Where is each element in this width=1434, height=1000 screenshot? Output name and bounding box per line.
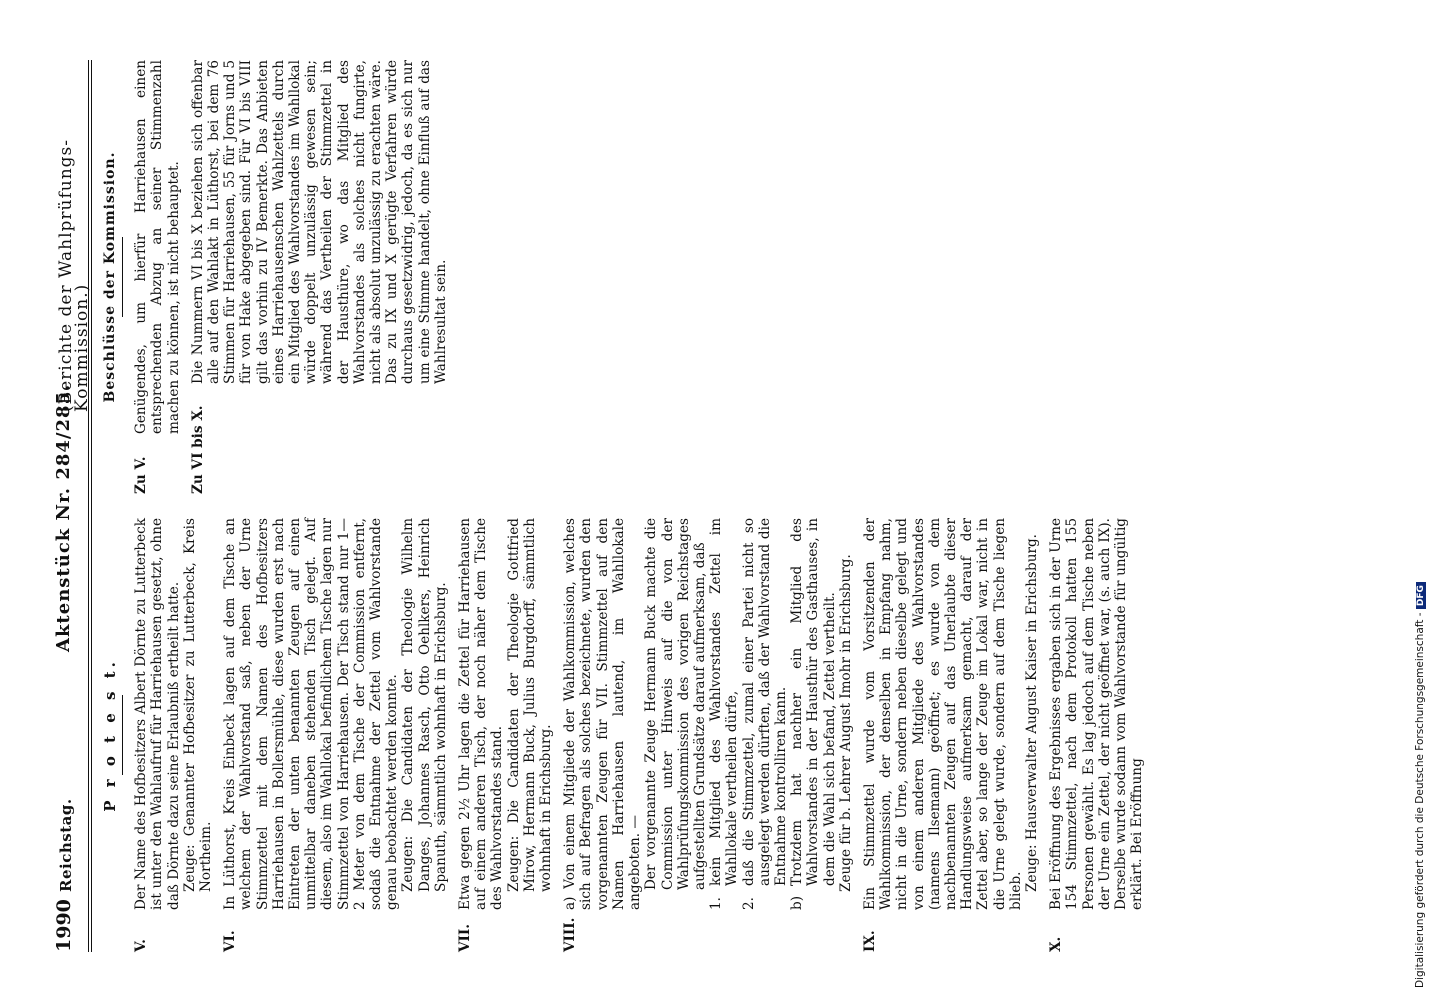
entry-text: a) Von einem Mitgliede der Wahlkommission, welches sich auf Befragen als solches bezeichnete, wurden den vorgenannten Zeugen für VII. Stimmzettel auf den Namen Harriehausen lautend, im Wahllokale angeboten. — bbox=[562, 518, 644, 910]
entry-text: Etwa gegen 2½ Uhr lagen die Zettel für Harriehausen auf einem anderen Tisch, der noch näher dem Tische des Wahlvorstandes stand. bbox=[457, 518, 506, 910]
two-columns bbox=[102, 60, 1153, 952]
entry-text: Ein Stimmzettel wurde vom Vorsitzenden der Wahlkommission, der denselben in Empfang nahm, nicht in die Urne, sondern neben dieselbe gelegt und von einem anderen Mitgliede des Wahlvorstandes (namens Ilsemann) geöffnet; es wurde von dem nachbenannten Zeugen auf das Unerlaubte dieser Handlungsweise aufmerksam gemacht, darauf der Zettel aber, so lange der Zeuge im Lokal war, nicht in die Urne gelegt wurde, sondern auf dem Tische liegen blieb. bbox=[861, 518, 1024, 910]
entry-witness: Zeugen: Die Candidaten der Theologie Gottfried Mirow, Hermann Buck, Julius Burgdorff, sämmtlich wohnhaft in Erichsburg. bbox=[505, 518, 555, 892]
entry-text: Der Name des Hofbesitzers Albert Dörnte zu Lutterbeck ist unter den Wahlaufruf für Harriehausen gesetzt, ohne daß Dörnte dazu seine Erlaubniß ertheilt hatte. bbox=[133, 518, 182, 910]
protest-entry bbox=[862, 518, 1040, 952]
protest-entry bbox=[562, 518, 854, 952]
entry-witness: Zeugen: Die Candidaten der Theologie Wilhelm Danges, Johannes Rasch, Otto Oehlkers, Heinrich Spanuth, sämmtlich wohnhaft in Erichsburg. bbox=[400, 518, 449, 892]
protest-heading: P r o t e s t. bbox=[101, 658, 119, 812]
page-header bbox=[53, 60, 93, 952]
sub-text: Trotzdem hat nachher ein Mitglied des Wahlvorstandes in der Hausthür des Gasthauses, in dem die Wahl sich befand, Zettel vertheilt. bbox=[789, 518, 838, 886]
sub-text: kein Mitglied des Wahlvorstandes Zettel im Wahllokale vertheilen dürfe, bbox=[708, 518, 741, 886]
entry-text: Bei Eröffnung des Ergebnisses ergaben sich in der Urne 154 Stimmzettel, nach dem Protokoll hatten 155 Personen gewählt. Es lag jedoch auf dem Tische neben der Urne ein Zettel, der nicht geöffnet war, (s. auch IX). Derselbe wurde sodann vom Wahlvorstande für ungültig erklärt. Bei Eröffnung bbox=[1048, 518, 1146, 910]
entry-witness: Zeuge für b. Lehrer August Imohr in Erichsburg. bbox=[837, 554, 854, 892]
entry-number: VII. bbox=[457, 924, 474, 952]
beschluesse-column bbox=[102, 60, 1153, 494]
digitization-note bbox=[1412, 8, 1432, 988]
protest-column bbox=[102, 518, 1153, 952]
header-rule-thin bbox=[91, 60, 92, 952]
entry-text: In Lüthorst, Kreis Einbeck lagen auf dem Tische an welchem der Wahlvorstand saß, neben der Urne Stimmzettel mit dem Namen des Hofbesitzers Harriehausen in Bollersmühle, diese wurden erst nach Eintreten der unten benannten Zeugen auf einen unmittelbar daneben stehenden Tisch gelegt. Auf diesem, also im Wahllokal befindlichem Tische lagen nur Stimmzettel von Harriehausen. Der Tisch stand nur 1—2 Meter von dem Tische der Commission entfernt, sodaß die Entnahme der Zettel vom Wahlvorstande genau beobachtet werden konnte. bbox=[222, 518, 401, 910]
entry-witness: Zeuge: Genannter Hofbesitzer zu Lutterbeck, Kreis Northeim. bbox=[181, 518, 215, 892]
entry-witness: Zeuge: Hausverwalter August Kaiser in Erichsburg. bbox=[1023, 534, 1040, 892]
sub-item bbox=[789, 518, 838, 910]
header-aktenstueck: Aktenstück Nr. 284/285. bbox=[53, 383, 74, 652]
protest-entry bbox=[457, 518, 554, 952]
heading-rule bbox=[122, 695, 123, 775]
beschluesse-heading: Beschlüsse der Kommission. bbox=[102, 151, 118, 403]
beschluss-entry bbox=[190, 60, 449, 494]
sub-label: b) bbox=[789, 895, 806, 910]
digitization-text: Digitalisierung gefördert durch die Deutsche Forschungsgemeinschaft - bbox=[1414, 612, 1426, 988]
sub-text: daß die Stimmzettel, zumal einer Partei nicht so ausgelegt werden dürften, daß der Wahlvorstand die Entnahme kontrolliren kann. bbox=[740, 518, 789, 886]
header-reichstag: Reichstag. bbox=[57, 798, 75, 892]
entry-sub-intro: Der vorgenannte Zeuge Hermann Buck machte die Commission unter Hinweis auf die von der Wahlprüfungskommission des vorigen Reichstages aufgestellten Grundsätze darauf aufmerksam, daß bbox=[643, 518, 708, 890]
protest-entry bbox=[1048, 518, 1145, 952]
beschluss-entry bbox=[133, 60, 182, 494]
header-bericht: (Berichte der Wahlprüfungs-Kommission.) bbox=[56, 138, 93, 412]
entry-text: Die Nummern VI bis X beziehen sich offenbar alle auf den Wahlakt in Lüthorst, bei dem 76 Stimmen für Harriehausen, 55 für Jorns und 5 für von Hake abgegeben sind. Für VI bis VIII gilt das vorhin zu IV Bemerkte. Das Anbieten eines Harriehausenschen Wahlzettels durch ein Mitglied des Wahlvorstandes im Wahllokal würde doppelt unzulässig gewesen sein; während das Vertheilen der Stimmzettel in der Hausthüre, wo das Mitglied des Wahlvorstandes als solches nicht fungirte, nicht als absolut unzulässig zu erachten wäre. Das zu IX und X gerügte Verfahren würde durchaus gesetzwidrig, jedoch, da es sich nur um eine Stimme handelt, ohne Einfluß auf das Wahlresultat sein. bbox=[189, 60, 449, 384]
sub-item bbox=[708, 518, 740, 910]
dfg-logo: DFG bbox=[1416, 582, 1426, 609]
entry-number: IX. bbox=[861, 930, 878, 952]
entry-number: V. bbox=[133, 939, 150, 952]
sub-item bbox=[741, 518, 790, 910]
sub-label: 1. bbox=[708, 897, 725, 910]
protest-entry bbox=[133, 518, 214, 952]
entry-number: X. bbox=[1048, 936, 1065, 952]
entry-number: Zu VI bis X. bbox=[189, 405, 206, 494]
protest-entry bbox=[222, 518, 449, 952]
entry-number: VI. bbox=[222, 930, 239, 952]
heading-rule bbox=[122, 237, 123, 317]
entry-text: Genügendes, um hierfür Harriehausen einen entsprechenden Abzug an seiner Stimmenzahl machen zu können, ist nicht behauptet. bbox=[133, 60, 182, 434]
entry-number: Zu V. bbox=[133, 456, 150, 494]
sub-label: 2. bbox=[740, 897, 757, 910]
page-number: 1990 bbox=[53, 899, 75, 952]
entry-number: VIII. bbox=[562, 917, 579, 952]
